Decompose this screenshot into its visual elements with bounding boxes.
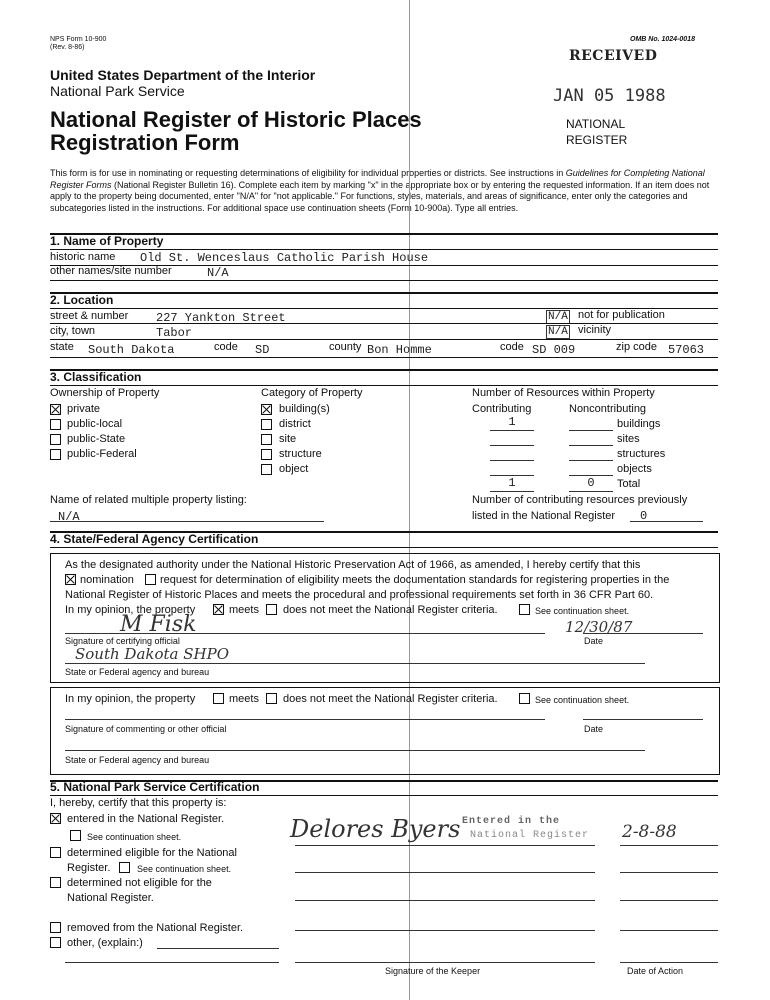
street-value[interactable]: 227 Yankton Street (156, 311, 286, 325)
zip-value[interactable]: 57063 (668, 343, 705, 357)
continuation-sheet-label-2: See continuation sheet. (535, 695, 630, 705)
vicinity-label: vicinity (578, 324, 612, 336)
divider (50, 339, 718, 340)
entered-stamp-line1: Entered in the (462, 816, 561, 827)
signature-line (295, 930, 595, 931)
removed-checkbox[interactable] (50, 922, 61, 933)
contributing-total[interactable]: 1 (508, 476, 516, 490)
private-checkbox[interactable] (50, 404, 61, 415)
district-label: district (279, 418, 311, 430)
date-line (620, 930, 718, 931)
not-for-publication-value[interactable]: N/A (548, 311, 568, 323)
entry-line (157, 948, 279, 949)
agency-line (65, 750, 645, 751)
entered-checkbox[interactable] (50, 813, 61, 824)
other-checkbox[interactable] (50, 937, 61, 948)
eligible-continuation-label: See continuation sheet. (137, 864, 232, 874)
entered-continuation-checkbox[interactable] (70, 830, 81, 841)
determined-eligible-label: determined eligible for the National (67, 847, 237, 859)
public-local-checkbox[interactable] (50, 419, 61, 430)
vicinity-value[interactable]: N/A (548, 326, 568, 338)
determined-eligible-checkbox[interactable] (50, 847, 61, 858)
section2-title: 2. Location (50, 293, 114, 307)
signature-line (295, 962, 595, 963)
noncontributing-heading: Noncontributing (569, 403, 647, 415)
buildings-checkbox[interactable] (261, 404, 272, 415)
form-title: National Register of Historic Places (50, 107, 422, 132)
eligible-continuation-checkbox[interactable] (119, 862, 130, 873)
signature-line (65, 633, 545, 634)
signature-line (295, 845, 595, 846)
service-name: National Park Service (50, 83, 185, 99)
objects-count-label: objects (617, 463, 652, 475)
private-label: private (67, 403, 101, 415)
determined-not-eligible-label-2: National Register. (67, 892, 154, 904)
keeper-signature-label: Signature of the Keeper (385, 966, 481, 976)
meets-label: meets (229, 604, 259, 616)
determination-request-checkbox[interactable] (145, 574, 156, 585)
state-code-value[interactable]: SD (255, 343, 270, 357)
does-not-meet-label-2: does not meet the National Register criteria. (283, 693, 498, 705)
section1-title: 1. Name of Property (50, 234, 164, 248)
entry-line (569, 491, 613, 492)
removed-label: removed from the National Register. (67, 922, 244, 934)
street-label: street & number (50, 310, 129, 322)
entry-line (630, 521, 703, 522)
previously-listed-label-2: listed in the National Register (472, 510, 616, 522)
district-checkbox[interactable] (261, 419, 272, 430)
contributing-heading: Contributing (472, 403, 532, 415)
received-date: JAN 05 1988 (553, 86, 666, 106)
opinion-label-2: In my opinion, the property (65, 693, 196, 705)
entry-line (490, 491, 534, 492)
comment-date-label: Date (584, 724, 604, 734)
continuation-sheet-checkbox-2[interactable] (519, 693, 530, 704)
date-line (620, 900, 718, 901)
structures-count-label: structures (617, 448, 666, 460)
divider (50, 249, 718, 250)
city-value[interactable]: Tabor (156, 326, 193, 340)
omb-number: OMB No. 1024-0018 (630, 36, 695, 43)
nomination-checkbox[interactable] (65, 574, 76, 585)
entry-line (569, 430, 613, 431)
entered-label: entered in the National Register. (67, 813, 225, 825)
fold-line (409, 0, 410, 1000)
date-line (620, 962, 718, 963)
entry-line (65, 962, 279, 963)
certifying-official-label: Signature of certifying official (65, 636, 180, 646)
date-line (620, 872, 718, 873)
divider (50, 385, 718, 386)
divider (50, 369, 718, 371)
action-date: 2-8-88 (622, 822, 677, 842)
signature-line (65, 719, 545, 720)
stamp-national: NATIONAL (566, 117, 626, 131)
entry-line (569, 460, 613, 461)
entry-line (490, 445, 534, 446)
county-code-label: code (500, 341, 524, 353)
total-count-label: Total (617, 478, 641, 490)
divider (50, 280, 718, 281)
not-for-publication-label: not for publication (578, 309, 665, 321)
ownership-heading: Ownership of Property (50, 387, 160, 399)
structure-checkbox[interactable] (261, 449, 272, 460)
public-state-label: public-State (67, 433, 126, 445)
determined-not-eligible-label: determined not eligible for the (67, 877, 212, 889)
signature-line (295, 900, 595, 901)
continuation-sheet-checkbox[interactable] (519, 604, 530, 615)
does-not-meet-checkbox[interactable] (266, 604, 277, 615)
opinion-label: In my opinion, the property (65, 604, 196, 616)
section4-title: 4. State/Federal Agency Certification (50, 532, 259, 546)
object-label: object (279, 463, 309, 475)
cert-date-label: Date (584, 636, 604, 646)
buildings-label: building(s) (279, 403, 330, 415)
resources-heading: Number of Resources within Property (472, 387, 655, 399)
entry-line (490, 430, 534, 431)
entered-stamp-line2: National Register (470, 830, 590, 841)
site-checkbox[interactable] (261, 434, 272, 445)
divider (50, 795, 718, 796)
site-label: site (279, 433, 297, 445)
historic-name-label: historic name (50, 251, 116, 263)
date-line (583, 719, 703, 720)
department-name: United States Department of the Interior (50, 67, 316, 83)
previously-listed-value[interactable]: 0 (640, 509, 648, 523)
divider (50, 357, 718, 358)
zip-label: zip code (616, 341, 657, 353)
form-instructions: This form is for use in nominating or requesting determinations of eligibility for individual properties or districts. See instructions in Guidelines for Completing National Register Forms (National Register Bulletin 16). Complete each item by marking "x" in the appropriate box or by entering the requested information. If an item does not apply to the property being documented, enter "N/A" for "not applicable." For functions, styles, materials, and areas of significance, enter only the categories and subcategories listed in the instructions. For additional space use continuation sheets (Form 10-900a). Type all entries. (50, 168, 710, 213)
object-checkbox[interactable] (261, 464, 272, 475)
noncontributing-total[interactable]: 0 (587, 476, 595, 490)
comment-agency-label: State or Federal agency and bureau (65, 755, 210, 765)
meets-checkbox[interactable] (213, 604, 224, 615)
determined-eligible-label-2: Register. (67, 862, 111, 874)
date-line (620, 845, 718, 846)
section5-title: 5. National Park Service Certification (50, 780, 260, 794)
certification-requirements: National Register of Historic Places and meets the procedural and professional requirements set forth in 36 CFR Part 60. (65, 589, 654, 601)
meets-checkbox-2[interactable] (213, 693, 224, 704)
buildings-count-label: buildings (617, 418, 661, 430)
city-label: city, town (50, 325, 96, 337)
nps-certify-intro: I, hereby, certify that this property is: (50, 797, 227, 809)
certification-date: 12/30/87 (565, 618, 633, 636)
keeper-signature: Delores Byers (290, 815, 461, 843)
county-label: county (329, 341, 362, 353)
historic-name-value[interactable]: Old St. Wenceslaus Catholic Parish House (140, 251, 429, 265)
public-federal-checkbox[interactable] (50, 449, 61, 460)
public-local-label: public-local (67, 418, 123, 430)
state-value[interactable]: South Dakota (88, 343, 175, 357)
previously-listed-label: Number of contributing resources previously (472, 494, 688, 506)
structure-label: structure (279, 448, 322, 460)
divider (50, 292, 718, 294)
entry-line (569, 445, 613, 446)
related-listing-value[interactable]: N/A (58, 510, 80, 524)
form-subtitle: Registration Form (50, 130, 240, 155)
agency-handwriting: South Dakota SHPO (75, 645, 229, 663)
commenting-official-label: Signature of commenting or other official (65, 724, 227, 734)
determination-request-label: request for determination of eligibility meets the documentation standards for registering properties in the (160, 574, 670, 586)
received-stamp: RECEIVED (569, 48, 658, 64)
public-federal-label: public-Federal (67, 448, 137, 460)
sites-count-label: sites (617, 433, 640, 445)
state-label: state (50, 341, 74, 353)
form-number: NPS Form 10-900 (50, 36, 107, 43)
form-revision: (Rev. 8-86) (50, 44, 85, 51)
entered-continuation-label: See continuation sheet. (87, 832, 182, 842)
nomination-label: nomination (80, 574, 134, 586)
entry-line (50, 521, 324, 522)
certifying-signature: M Fisk (120, 612, 197, 637)
determined-not-eligible-checkbox[interactable] (50, 877, 61, 888)
section3-title: 3. Classification (50, 370, 142, 384)
date-of-action-label: Date of Action (627, 966, 684, 976)
state-code-label: code (214, 341, 238, 353)
other-label: other, (explain:) (67, 937, 143, 949)
category-heading: Category of Property (261, 387, 363, 399)
other-names-value[interactable]: N/A (207, 266, 229, 280)
stamp-register: REGISTER (566, 133, 628, 147)
date-line (583, 633, 703, 634)
signature-line (295, 872, 595, 873)
county-value[interactable]: Bon Homme (367, 343, 432, 357)
divider (50, 547, 718, 548)
contributing-buildings[interactable]: 1 (508, 415, 516, 429)
county-code-value[interactable]: SD 009 (532, 343, 576, 357)
divider (50, 323, 718, 324)
does-not-meet-checkbox-2[interactable] (266, 693, 277, 704)
agency-label: State or Federal agency and bureau (65, 667, 210, 677)
other-names-label: other names/site number (50, 265, 172, 277)
certification-statement: As the designated authority under the National Historic Preservation Act of 1966, as amended, I hereby certify that this (65, 559, 641, 571)
related-listing-label: Name of related multiple property listing: (50, 494, 247, 506)
continuation-sheet-label: See continuation sheet. (535, 606, 630, 616)
meets-label-2: meets (229, 693, 259, 705)
entry-line (490, 460, 534, 461)
does-not-meet-label: does not meet the National Register criteria. (283, 604, 498, 616)
public-state-checkbox[interactable] (50, 434, 61, 445)
agency-line (65, 663, 645, 664)
